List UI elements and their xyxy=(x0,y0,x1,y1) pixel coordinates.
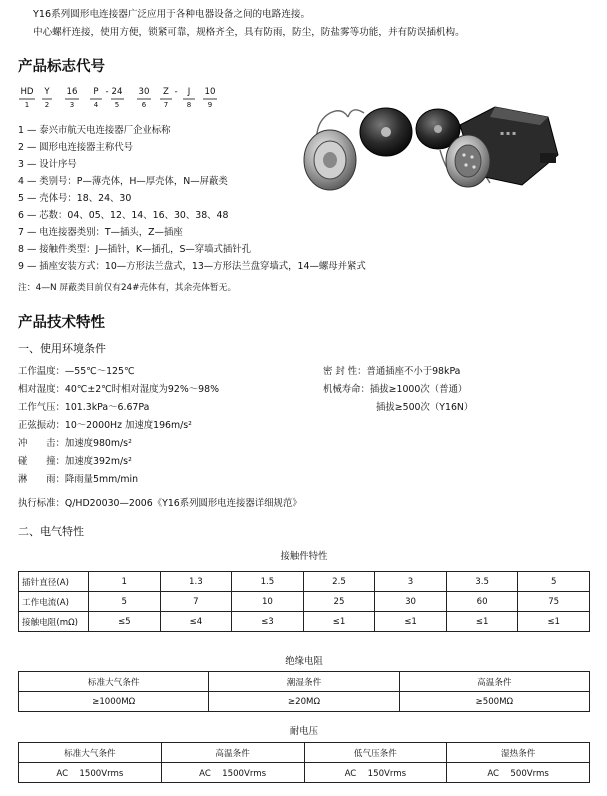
elec-subtitle: 二、电气特性 xyxy=(18,525,84,538)
code-part: HD xyxy=(20,87,34,97)
table-cell: ≤4 xyxy=(160,612,232,632)
table-cell: 3.5 xyxy=(446,572,518,592)
table-cell: ≤1 xyxy=(375,612,447,632)
connector-product-image xyxy=(290,95,590,205)
table-cell: AC 1500Vrms xyxy=(161,763,304,783)
code-item: 9 — 插座安装方式：10—方形法兰盘式，13—方形法兰盘穿墙式，14—螺母并紧式 xyxy=(18,261,366,272)
table-cell: ≤5 xyxy=(89,612,161,632)
code-item: 5 — 壳体号：18、24、30 xyxy=(18,193,132,204)
table-row xyxy=(19,743,590,763)
env-spec-right: 插拔≥500次（Y16N） xyxy=(376,402,474,413)
table-cell: 75 xyxy=(518,592,590,612)
code-item: 7 — 电连接器类别：T—插头，Z—插座 xyxy=(18,227,183,238)
code-item: 6 — 芯数：04、05、12、14、16、30、38、48 xyxy=(18,210,229,221)
table-cell: 1 xyxy=(89,572,161,592)
code-part: 24 xyxy=(111,87,123,97)
code-underlines xyxy=(0,0,240,110)
table-cell: 1.5 xyxy=(232,572,304,592)
table-cell: ≤1 xyxy=(303,612,375,632)
table-header: 标准大气条件 xyxy=(19,672,209,692)
env-spec: 工作气压：101.3kPa～6.67Pa xyxy=(18,402,150,413)
table-cell: ≤3 xyxy=(232,612,304,632)
table-row xyxy=(19,572,590,592)
section-title-tech: 产品技术特性 xyxy=(18,315,105,331)
code-part: Y xyxy=(44,87,50,97)
insulation-table-caption: 绝缘电阻 xyxy=(285,656,323,667)
env-spec: 碰 撞：加速度392m/s² xyxy=(18,456,132,467)
table-cell: 7 xyxy=(160,592,232,612)
code-index: 9 xyxy=(207,101,213,109)
voltage-table xyxy=(18,742,590,783)
env-spec: 正弦振动：10～2000Hz 加速度196m/s² xyxy=(18,420,192,431)
table-row xyxy=(19,672,590,692)
code-part: Z xyxy=(163,87,169,97)
row-label: 工作电流(A) xyxy=(19,592,89,612)
section-title-code: 产品标志代号 xyxy=(18,59,105,75)
env-spec: 冲 击：加速度980m/s² xyxy=(18,438,132,449)
env-spec-right: 密 封 性：普通插座不小于98kPa xyxy=(323,366,461,377)
row-label: 插针直径(A) xyxy=(19,572,89,592)
code-item: 4 — 类别号：P—薄壳体，H—厚壳体，N—屏蔽类 xyxy=(18,176,228,187)
code-note: 注：4—N 屏蔽类目前仅有24#壳体有，其余壳体暂无。 xyxy=(18,283,237,293)
code-part: 16 xyxy=(66,87,78,97)
insulation-table xyxy=(18,671,590,712)
code-part: J xyxy=(187,87,191,97)
table-cell: 30 xyxy=(375,592,447,612)
table-cell: AC 500Vrms xyxy=(447,763,590,783)
table-cell: 5 xyxy=(89,592,161,612)
table-cell: ≤1 xyxy=(518,612,590,632)
code-item: 1 — 泰兴市航天电连接器厂企业标称 xyxy=(18,125,171,136)
code-item: 2 — 圆形电连接器主称代号 xyxy=(18,142,134,153)
env-spec: 淋 雨：降雨量5mm/min xyxy=(18,474,139,485)
code-separator: - xyxy=(105,87,109,97)
table-cell: AC 150Vrms xyxy=(304,763,447,783)
intro-line-1: Y16系列圆形电连接器广泛应用于各种电器设备之间的电路连接。 xyxy=(33,9,311,20)
table-cell: ≤1 xyxy=(446,612,518,632)
code-part: 30 xyxy=(138,87,150,97)
table-row xyxy=(19,692,590,712)
standard-reference: 执行标准：Q/HD20030—2006《Y16系列圆形电连接器详细规范》 xyxy=(18,498,302,509)
table-row xyxy=(19,763,590,783)
table-cell: 25 xyxy=(303,592,375,612)
table-row xyxy=(19,592,590,612)
code-item: 3 — 设计序号 xyxy=(18,159,77,170)
code-part: 10 xyxy=(204,87,216,97)
voltage-table-caption: 耐电压 xyxy=(289,726,319,737)
code-separator: - xyxy=(174,87,178,97)
env-spec: 工作温度：—55℃～125℃ xyxy=(18,366,135,377)
table-header: 湿热条件 xyxy=(447,743,590,763)
row-label: 接触电阻(mΩ) xyxy=(19,612,89,632)
table-header: 高温条件 xyxy=(399,672,589,692)
env-subtitle: 一、使用环境条件 xyxy=(18,342,106,355)
table-cell: 1.3 xyxy=(160,572,232,592)
table-header: 高温条件 xyxy=(161,743,304,763)
code-index: 6 xyxy=(141,101,147,109)
contact-table xyxy=(18,571,590,632)
table-header: 潮湿条件 xyxy=(209,672,399,692)
code-index: 2 xyxy=(44,101,50,109)
code-part: P xyxy=(93,87,99,97)
table-cell: ≥20MΩ xyxy=(209,692,399,712)
table-cell: AC 1500Vrms xyxy=(19,763,162,783)
code-index: 4 xyxy=(93,101,99,109)
table-cell: ≥500MΩ xyxy=(399,692,589,712)
env-spec: 相对湿度：40℃±2℃时相对湿度为92%～98% xyxy=(18,384,219,395)
table-cell: ≥1000MΩ xyxy=(19,692,209,712)
code-item: 8 — 接触件类型：J—插针，K—插孔，S—穿墙式插针孔 xyxy=(18,244,252,255)
svg-text:▪ ▪ ▪: ▪ ▪ ▪ xyxy=(500,130,517,137)
code-index: 7 xyxy=(163,101,169,109)
table-cell: 60 xyxy=(446,592,518,612)
intro-line-2: 中心螺杆连接，使用方便，锁紧可靠，规格齐全，具有防雨，防尘，防盐雾等功能，并有防误插机构。 xyxy=(33,27,465,38)
table-cell: 3 xyxy=(375,572,447,592)
table-header: 标准大气条件 xyxy=(19,743,162,763)
env-spec-right: 机械寿命：插拔≥1000次（普通） xyxy=(323,384,468,395)
code-index: 1 xyxy=(24,101,30,109)
table-cell: 10 xyxy=(232,592,304,612)
table-cell: 5 xyxy=(518,572,590,592)
contact-table-caption: 接触件特性 xyxy=(280,551,328,562)
table-header: 低气压条件 xyxy=(304,743,447,763)
table-cell: 2.5 xyxy=(303,572,375,592)
table-row xyxy=(19,612,590,632)
code-index: 8 xyxy=(186,101,192,109)
code-index: 5 xyxy=(114,101,120,109)
code-index: 3 xyxy=(69,101,75,109)
